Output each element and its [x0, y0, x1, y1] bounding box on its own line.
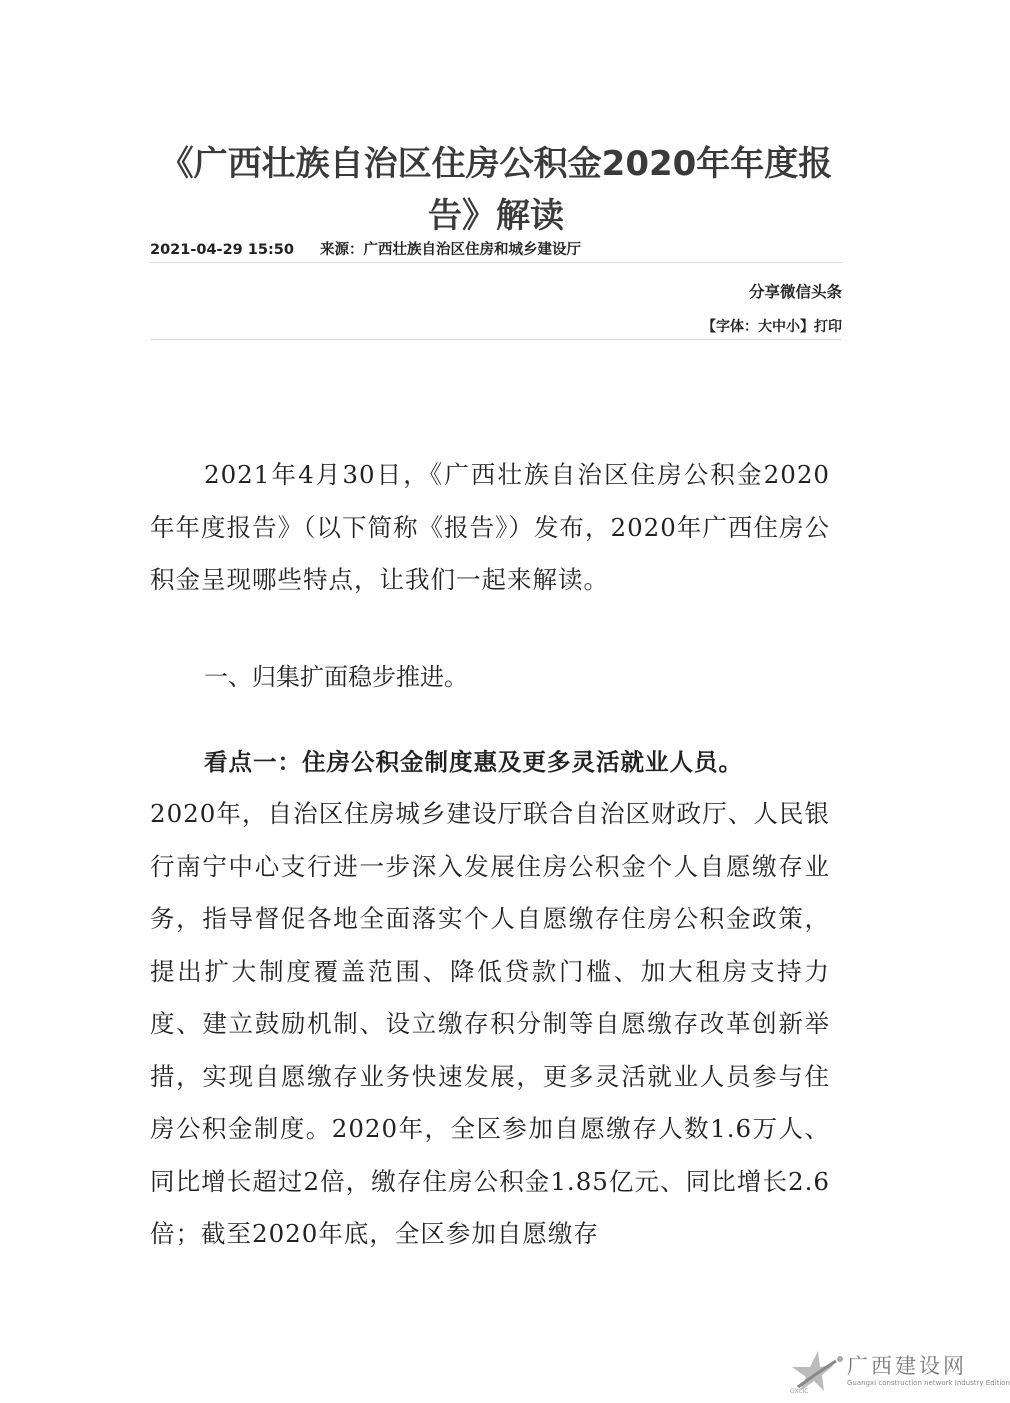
- watermark-tagline: Guangxi construction network Industry Edition: [847, 1379, 1010, 1387]
- highlight-paragraph: 2020年，自治区住房城乡建设厅联合自治区财政厅、人民银行南宁中心支行进一步深入发展住房公积金个人自愿缴存业务，指导督促各地全面落实个人自愿缴存住房公积金政策，提出扩大制度覆盖范围、降低贷款门槛、加大租房支持力度、建立鼓励机制、设立缴存积分制等自愿缴存改革创新举措，实现自愿缴存业务快速发展，更多灵活就业人员参与住房公积金制度。2020年，全区参加自愿缴存人数1.6万人、同比增长超过2倍，缴存住房公积金1.85亿元、同比增长2.6倍；截至2020年底，全区参加自愿缴存: [150, 799, 830, 1248]
- watermark-logo: [784, 1347, 1010, 1397]
- article-title: 《广西壮族自治区住房公积金2020年年度报告》解读: [159, 144, 833, 236]
- publish-date: 2021-04-29 15:50: [150, 242, 294, 258]
- highlight-heading: 看点一：住房公积金制度惠及更多灵活就业人员。: [204, 748, 743, 776]
- share-link[interactable]: 分享微信头条: [748, 283, 842, 301]
- intro-paragraph: 2021年4月30日，《广西壮族自治区住房公积金2020年年度报告》（以下简称《报告》）发布，2020年广西住房公积金呈现哪些特点，让我们一起来解读。: [150, 460, 830, 594]
- logo-badge-text: GXCIC: [790, 1388, 809, 1395]
- star-logo-icon: [784, 1347, 846, 1395]
- divider: [150, 262, 842, 263]
- watermark-name: 广西建设网: [847, 1354, 967, 1378]
- font-size-print-tools[interactable]: 【字体：大中小】打印: [702, 319, 842, 335]
- article-meta: [150, 238, 607, 259]
- article-source: 来源：广西壮族自治区住房和城乡建设厅: [319, 242, 581, 258]
- section-heading: 一、归集扩面稳步推进。: [204, 663, 468, 691]
- divider: [150, 339, 842, 340]
